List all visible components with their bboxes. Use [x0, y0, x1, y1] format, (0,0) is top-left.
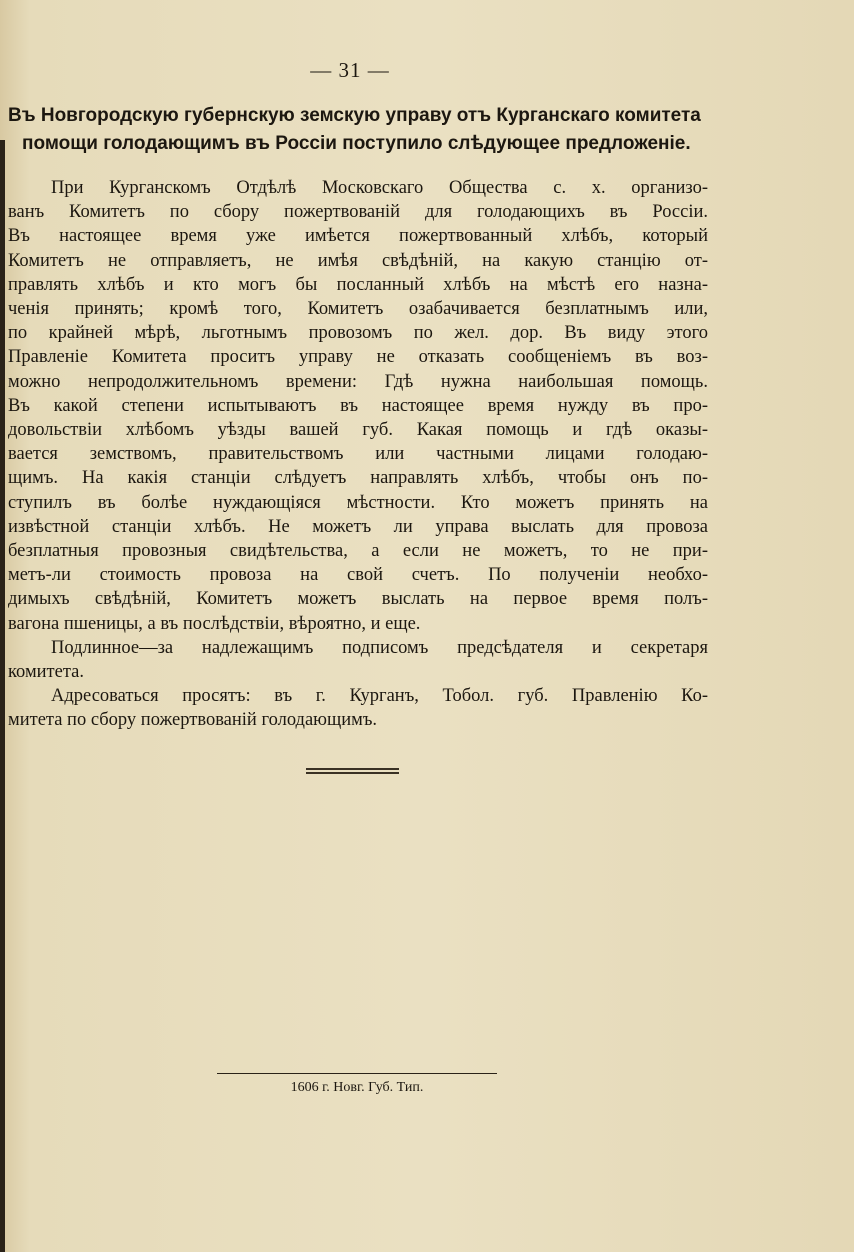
body-line: вается земствомъ, правительствомъ или частными лицами голодаю- [8, 444, 708, 465]
page-number: — 31 — [310, 58, 390, 82]
body-line: метъ-ли стоимость провоза на свой счетъ. По полученіи необхо- [8, 565, 708, 586]
body-line: можно непродолжительномъ времени: Гдѣ нужна наибольшая помощь. [8, 371, 708, 392]
body-line: При Курганскомъ Отдѣлѣ Московскаго Общества с. х. организо- [51, 178, 708, 198]
signature-line: Подлинное—за надлежащимъ подписомъ предсѣдателя и секретаря [51, 637, 708, 658]
document-heading [8, 102, 708, 158]
body-line: Въ какой степени испытываютъ въ настоящее время нужду въ про- [8, 395, 708, 416]
imprint-rule [217, 1073, 497, 1074]
body-line: безплатныя провозныя свидѣтельства, а если не можетъ, то не при- [8, 541, 708, 562]
document-body [8, 176, 708, 733]
body-line: Комитетъ не отправляетъ, не имѣя свѣдѣній, на какую станцію от- [8, 250, 708, 271]
body-line: ченія принять; кромѣ того, Комитетъ озабачивается безплатнымъ или, [8, 299, 708, 320]
body-line: Въ настоящее время уже имѣется пожертвованный хлѣбъ, который [8, 226, 708, 247]
binding-edge [0, 140, 5, 1252]
body-line: по крайней мѣрѣ, льготнымъ провозомъ по жел. дор. Въ виду этого [8, 323, 708, 344]
heading-line: помощи голодающимъ въ Россіи поступило слѣдующее предложеніе. [22, 133, 691, 154]
address-line: митета по сбору пожертвованій голодающимъ. [8, 710, 378, 731]
body-line: правлять хлѣбъ и кто могъ бы посланный хлѣбъ на мѣстѣ его назна- [8, 274, 708, 295]
body-line: ступилъ въ болѣе нуждающіяся мѣстности. Кто можетъ принять на [8, 492, 708, 513]
body-line: ванъ Комитетъ по сбору пожертвованій для голодающихъ въ Россіи. [8, 202, 708, 223]
body-line: димыхъ свѣдѣній, Комитетъ можетъ выслать на первое время полъ- [8, 589, 708, 610]
printer-imprint: 1606 г. Новг. Губ. Тип. [290, 1080, 424, 1095]
body-line: Правленіе Комитета проситъ управу не отказать сообщеніемъ въ воз- [8, 347, 708, 368]
section-divider [306, 768, 399, 774]
body-line: щимъ. На какія станціи слѣдуетъ направлять хлѣбъ, чтобы онъ по- [8, 468, 708, 489]
signature-line: комитета. [8, 662, 84, 683]
body-line: довольствіи хлѣбомъ уѣзды вашей губ. Какая помощь и гдѣ оказы- [8, 420, 708, 441]
address-line: Адресоваться просятъ: въ г. Курганъ, Тобол. губ. Правленію Ко- [51, 686, 708, 707]
body-line: вагона пшеницы, а въ послѣдствіи, вѣроятно, и еще. [8, 613, 421, 634]
heading-line: Въ Новгородскую губернскую земскую управу отъ Курганскаго комитета [8, 105, 701, 126]
body-line: извѣстной станціи хлѣбъ. Не можетъ ли управа выслать для провоза [8, 516, 708, 537]
